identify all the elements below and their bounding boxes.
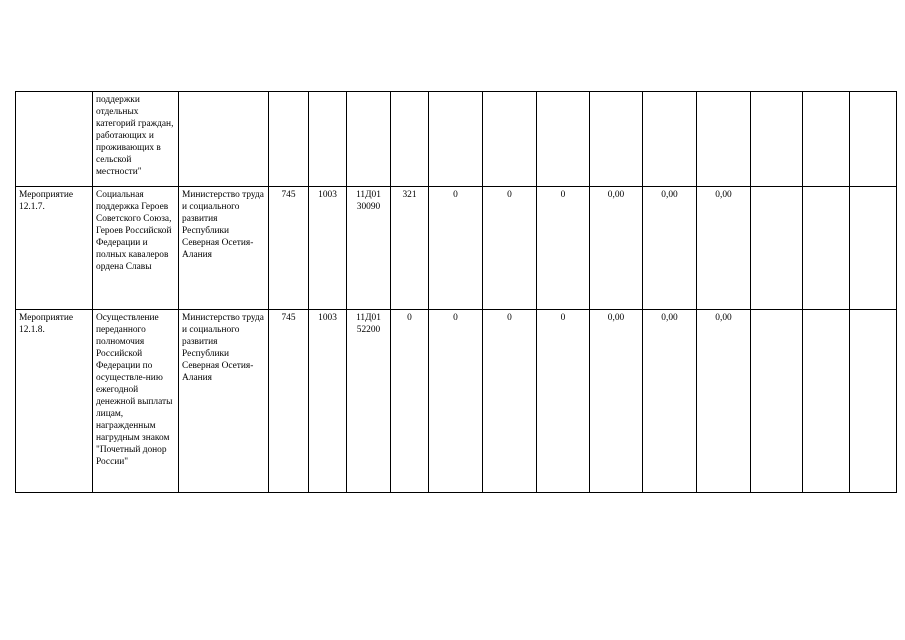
value-cell bbox=[850, 187, 897, 310]
value-cell: 0 bbox=[429, 310, 483, 493]
value-cell: 0,00 bbox=[643, 310, 697, 493]
table-row bbox=[16, 92, 897, 187]
value-cell bbox=[850, 92, 897, 187]
value-cell bbox=[751, 310, 803, 493]
value-cell: 0 bbox=[429, 187, 483, 310]
value-cell: 0 bbox=[483, 187, 537, 310]
value-cell: 0,00 bbox=[697, 187, 751, 310]
grbs-cell: 745 bbox=[269, 187, 309, 310]
table-row bbox=[16, 310, 897, 493]
rzpr-cell bbox=[309, 92, 347, 187]
measure-cell: Мероприятие 12.1.7. bbox=[16, 187, 93, 310]
measure-name-cell: Осуществление переданного полномочия Российской Федерации по осуществле-нию ежегодной денежной выплаты лицам, награжденным нагрудным знаком "Почетный донор России" bbox=[93, 310, 179, 493]
measure-name-cell: Социальная поддержка Героев Советского Союза, Героев Российской Федерации и полных кавалеров ордена Славы bbox=[93, 187, 179, 310]
grbs-cell bbox=[269, 92, 309, 187]
value-cell bbox=[590, 92, 643, 187]
grbs-cell: 745 bbox=[269, 310, 309, 493]
value-cell: 0,00 bbox=[590, 310, 643, 493]
measure-cell bbox=[16, 92, 93, 187]
value-cell: 0 bbox=[537, 187, 590, 310]
value-cell: 0,00 bbox=[697, 310, 751, 493]
value-cell bbox=[803, 92, 850, 187]
value-cell bbox=[697, 92, 751, 187]
rzpr-cell: 1003 bbox=[309, 310, 347, 493]
csr-cell bbox=[347, 92, 391, 187]
executor-cell: Министерство труда и социального развития Республики Северная Осетия-Алания bbox=[179, 187, 269, 310]
program-measures-table bbox=[15, 91, 897, 493]
table-row bbox=[16, 187, 897, 310]
vr-cell bbox=[391, 92, 429, 187]
value-cell bbox=[751, 187, 803, 310]
measure-cell: Мероприятие 12.1.8. bbox=[16, 310, 93, 493]
measure-name-cell: поддержки отдельных категорий граждан, работающих и проживающих в сельской местности" bbox=[93, 92, 179, 187]
value-cell: 0 bbox=[483, 310, 537, 493]
value-cell: 0 bbox=[537, 310, 590, 493]
value-cell: 0,00 bbox=[590, 187, 643, 310]
vr-cell: 321 bbox=[391, 187, 429, 310]
value-cell bbox=[483, 92, 537, 187]
vr-cell: 0 bbox=[391, 310, 429, 493]
value-cell bbox=[751, 92, 803, 187]
value-cell bbox=[850, 310, 897, 493]
csr-cell: 11Д01 52200 bbox=[347, 310, 391, 493]
value-cell bbox=[643, 92, 697, 187]
value-cell bbox=[803, 187, 850, 310]
value-cell bbox=[429, 92, 483, 187]
value-cell: 0,00 bbox=[643, 187, 697, 310]
value-cell bbox=[803, 310, 850, 493]
executor-cell bbox=[179, 92, 269, 187]
executor-cell: Министерство труда и социального развития Республики Северная Осетия-Алания bbox=[179, 310, 269, 493]
value-cell bbox=[537, 92, 590, 187]
rzpr-cell: 1003 bbox=[309, 187, 347, 310]
csr-cell: 11Д01 30090 bbox=[347, 187, 391, 310]
